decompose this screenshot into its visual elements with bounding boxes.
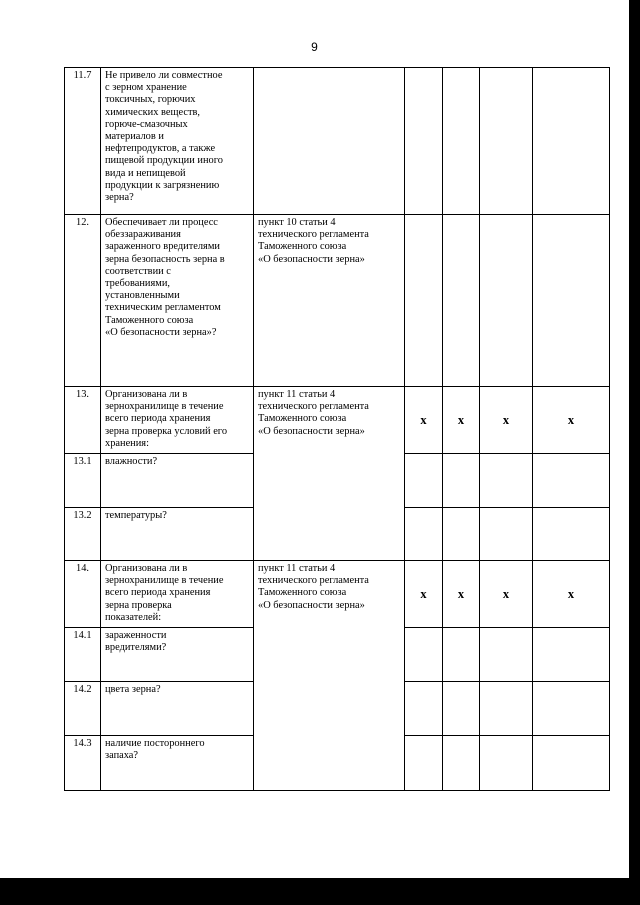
page-number: 9 <box>311 40 318 54</box>
mark-cell <box>533 215 610 387</box>
mark-cell <box>443 682 480 736</box>
question-cell: Не привело ли совместное с зерном хранение токсичных, горючих химических веществ, горюче-смазочных материалов и нефтепродуктов, а также пищевой продукции иного вида и непищевой продукции к загрязнению зерна? <box>101 68 254 215</box>
mark-cell <box>480 682 533 736</box>
row-number: 13. <box>65 387 101 454</box>
checklist-table <box>64 67 610 791</box>
requirement-cell <box>254 68 405 215</box>
mark-cell <box>533 628 610 682</box>
mark-cell <box>443 736 480 791</box>
mark-cell: x <box>405 561 443 628</box>
mark-cell <box>443 454 480 508</box>
question-cell: Обеспечивает ли процесс обеззараживания зараженного вредителями зерна безопасность зерна в соответствии с требованиями, установленными техническим регламентом Таможенного союза «О безопасности зерна»? <box>101 215 254 387</box>
row-number: 14.3 <box>65 736 101 791</box>
mark-cell: x <box>480 561 533 628</box>
row-number: 12. <box>65 215 101 387</box>
mark-cell: x <box>480 387 533 454</box>
row-number: 14.2 <box>65 682 101 736</box>
question-cell: Организована ли в зернохранилище в течение всего периода хранения зерна проверка условий его хранения: <box>101 387 254 454</box>
mark-cell <box>443 508 480 561</box>
mark-cell <box>480 736 533 791</box>
question-cell: Организована ли в зернохранилище в течение всего периода хранения зерна проверка показателей: <box>101 561 254 628</box>
row-number: 11.7 <box>65 68 101 215</box>
mark-cell <box>405 628 443 682</box>
question-cell: цвета зерна? <box>101 682 254 736</box>
mark-cell <box>405 68 443 215</box>
mark-cell <box>533 682 610 736</box>
mark-cell <box>533 508 610 561</box>
question-cell: температуры? <box>101 508 254 561</box>
table-row <box>65 387 610 454</box>
mark-cell <box>480 215 533 387</box>
mark-cell <box>443 215 480 387</box>
mark-cell: x <box>405 387 443 454</box>
mark-cell <box>405 454 443 508</box>
question-cell: наличие постороннего запаха? <box>101 736 254 791</box>
mark-cell <box>443 68 480 215</box>
mark-cell <box>533 68 610 215</box>
mark-cell <box>480 68 533 215</box>
requirement-cell: пункт 11 статьи 4 технического регламента Таможенного союза «О безопасности зерна» <box>254 561 405 791</box>
mark-cell <box>533 454 610 508</box>
mark-cell <box>480 454 533 508</box>
requirement-cell: пункт 10 статьи 4 технического регламента Таможенного союза «О безопасности зерна» <box>254 215 405 387</box>
mark-cell <box>443 628 480 682</box>
row-number: 13.1 <box>65 454 101 508</box>
question-cell: влажности? <box>101 454 254 508</box>
row-number: 13.2 <box>65 508 101 561</box>
row-number: 14. <box>65 561 101 628</box>
table-row <box>65 561 610 628</box>
mark-cell <box>405 215 443 387</box>
mark-cell <box>405 682 443 736</box>
mark-cell <box>480 628 533 682</box>
mark-cell <box>480 508 533 561</box>
mark-cell: x <box>533 561 610 628</box>
row-number: 14.1 <box>65 628 101 682</box>
mark-cell: x <box>443 561 480 628</box>
mark-cell: x <box>533 387 610 454</box>
mark-cell <box>405 508 443 561</box>
table-row <box>65 215 610 387</box>
table-row <box>65 68 610 215</box>
mark-cell <box>405 736 443 791</box>
requirement-cell: пункт 11 статьи 4 технического регламента Таможенного союза «О безопасности зерна» <box>254 387 405 561</box>
mark-cell <box>533 736 610 791</box>
question-cell: зараженности вредителями? <box>101 628 254 682</box>
mark-cell: x <box>443 387 480 454</box>
